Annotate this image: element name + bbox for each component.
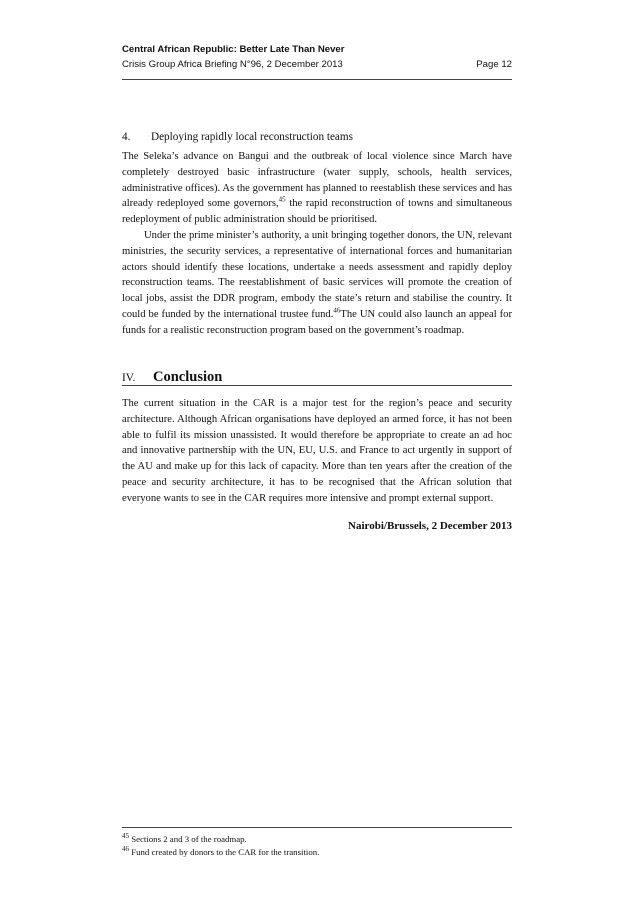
- header-subtitle: Crisis Group Africa Briefing N°96, 2 December 2013: [122, 59, 343, 70]
- footnote-text: Sections 2 and 3 of the roadmap.: [129, 834, 247, 844]
- section-4-heading: [122, 131, 353, 143]
- conclusion-paragraph: The current situation in the CAR is a major test for the region’s peace and security architecture. Although African organisations have deployed an armed force, it has not been able to fulfil its mission unassisted. It would therefore be appropriate to create an ad hoc and innovative partnership with the UN, EU, U.S. and France to act urgently in support of the AU and make up for this lack of capacity. More than ten years after the creation of the peace and security architecture, it has to be recognised that the African solution that everyone wants to see in the CAR requires more intensive and prompt external support.: [122, 398, 512, 504]
- paragraph-text: The Seleka’s advance on Bangui and the outbreak of local violence since March have completely destroyed basic infrastructure (water supply, schools, health services, administrative offices). As the government has planned to reestablish these services and has already redeployed some governors,: [122, 151, 512, 210]
- footnote-46: [122, 847, 319, 857]
- section-4-paragraph-2: [122, 228, 512, 339]
- footnote-number: 45: [122, 832, 129, 841]
- section-iv-number: IV.: [122, 372, 136, 384]
- header-divider: [122, 79, 512, 80]
- header-title: Central African Republic: Better Late Than Never: [122, 44, 345, 55]
- section-iv-heading: [122, 368, 512, 386]
- footnote-45: [122, 834, 247, 844]
- section-iv-title: Conclusion: [153, 369, 223, 385]
- conclusion-body: [122, 396, 512, 507]
- paragraph-text: the rapid reconstruction of towns and simultaneous redeployment of public administration should be prioritised.: [122, 198, 512, 226]
- section-4-title: Deploying rapidly local reconstruction teams: [151, 131, 353, 143]
- paragraph-text: Under the prime minister’s authority, a unit bringing together donors, the UN, relevant ministries, the security services, a representative of international forces and humanitarian actors should identify these locations, undertake a needs assessment and rapidly deploy reconstruction teams. The reestablishment of basic services will promote the creation of local jobs, assist the DDR program, embody the state’s return and stabilise the country. It could be funded by the international trustee fund.: [122, 229, 512, 320]
- footnote-text: Fund created by donors to the CAR for the transition.: [129, 847, 320, 857]
- footnote-divider: [122, 827, 512, 828]
- section-iv-divider: [122, 385, 512, 386]
- section-4-paragraph-1: [122, 149, 512, 228]
- paragraph-text: The UN could also launch an appeal for funds for a realistic reconstruction program based on the government’s roadmap.: [122, 308, 512, 336]
- section-4-body: [122, 149, 512, 339]
- page-number: Page 12: [476, 59, 512, 70]
- section-4-number: 4.: [122, 131, 131, 143]
- signature-line: Nairobi/Brussels, 2 December 2013: [348, 520, 512, 532]
- footnote-ref-46[interactable]: 46: [333, 306, 341, 315]
- footnote-ref-45[interactable]: 45: [278, 195, 286, 204]
- footnote-number: 46: [122, 845, 129, 854]
